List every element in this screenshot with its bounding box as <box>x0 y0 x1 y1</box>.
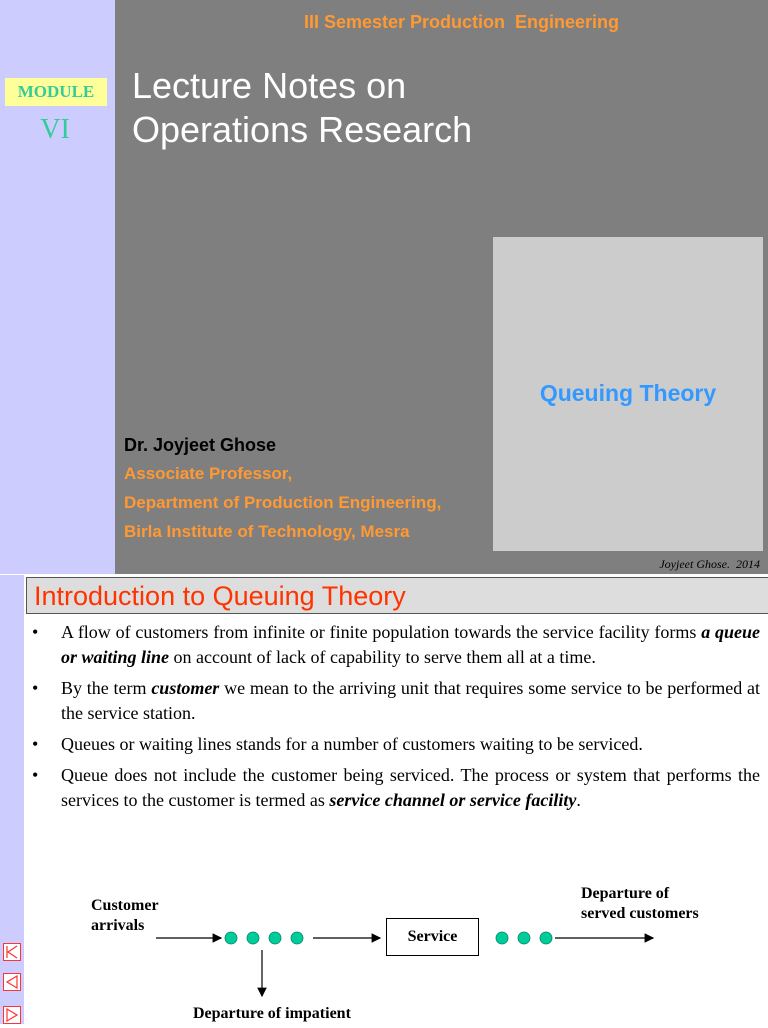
waiting-queue <box>225 932 303 944</box>
next-slide-glyph <box>4 1007 20 1023</box>
previous-slide-glyph <box>4 974 20 990</box>
bullet-text: we mean to the arriving unit that requires some service to be performed at the service station. <box>61 678 760 723</box>
waiting-customer <box>269 932 281 944</box>
bullet-marker: • <box>32 622 39 642</box>
served-customer <box>518 932 530 944</box>
semester-heading: III Semester Production Engineering <box>303 12 620 32</box>
lecture-title-line1: Lecture Notes on <box>132 65 407 106</box>
slide-title: Introduction to Queuing Theory <box>34 581 406 611</box>
departure-label-line1: Departure of <box>581 885 670 902</box>
service-box: Service <box>386 918 479 956</box>
bullet-text: . <box>576 790 581 810</box>
bullet-marker: • <box>32 678 39 698</box>
bullet-text: By the term <box>61 678 152 698</box>
bullet-text: Queue does not include the customer being serviced. The process or system that performs the services to the customer is termed as <box>61 765 760 810</box>
author-name: Dr. Joyjeet Ghose <box>124 435 277 455</box>
impatient-departure-label: Departure of impatient <box>193 1005 351 1022</box>
served-customer <box>540 932 552 944</box>
departure-label-line2: served customers <box>581 905 699 922</box>
arrivals-label-line2: arrivals <box>91 917 145 934</box>
next-slide-icon[interactable] <box>3 1006 21 1024</box>
bullet-text: Queues or waiting lines stands for a number of customers waiting to be serviced. <box>61 734 643 754</box>
bullet-marker: • <box>32 734 39 754</box>
topic-title: Queuing Theory <box>539 380 717 406</box>
bullet-marker: • <box>32 765 39 785</box>
previous-slide-icon[interactable] <box>3 973 21 991</box>
module-number: VI <box>40 114 70 145</box>
bullet-text: A flow of customers from infinite or finite population towards the service facility forms <box>61 622 702 642</box>
author-institute: Birla Institute of Technology, Mesra <box>124 522 410 541</box>
arrivals-label-line1: Customer <box>91 897 159 914</box>
copyright-note: Joyjeet Ghose. 2014 <box>659 557 760 571</box>
waiting-customer <box>247 932 259 944</box>
first-slide-glyph <box>4 944 20 960</box>
module-label: MODULE <box>5 78 107 106</box>
bullet-emphasis: service channel or service facility <box>329 790 577 810</box>
served-queue <box>496 932 552 944</box>
bullet-text: on account of lack of capability to serve them all at a time. <box>169 647 596 667</box>
lecture-title-line2: Operations Research <box>132 109 473 150</box>
first-slide-icon[interactable] <box>3 943 21 961</box>
served-customer <box>496 932 508 944</box>
author-position: Associate Professor, <box>124 464 293 483</box>
bullet-emphasis: customer <box>151 678 220 698</box>
bullet-emphasis: a queue or waiting line <box>61 622 760 667</box>
author-department: Department of Production Engineering, <box>124 493 442 512</box>
waiting-customer <box>291 932 303 944</box>
waiting-customer <box>225 932 237 944</box>
